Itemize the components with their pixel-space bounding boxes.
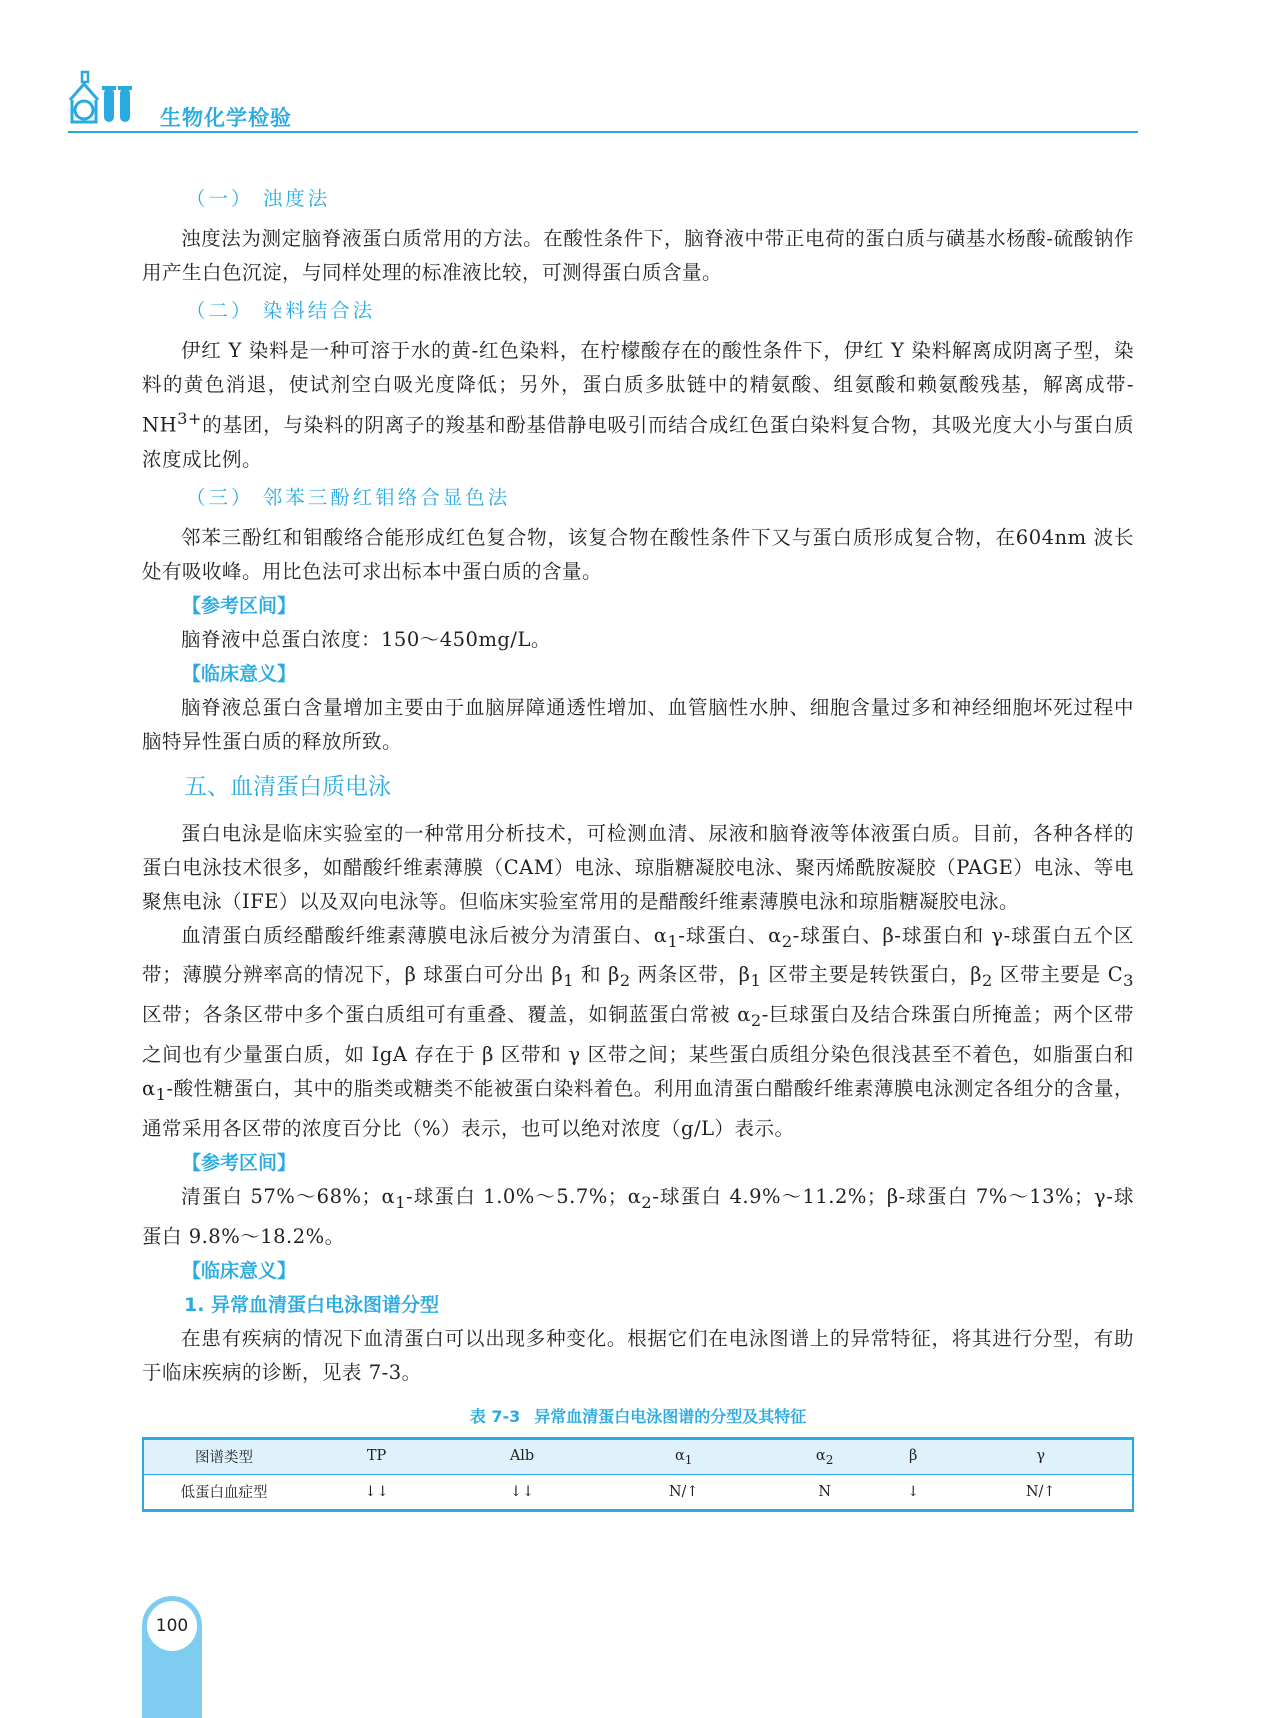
table-header-cell: $\alpha_2$ <box>815 1447 834 1467</box>
table-header-cell: 图谱类型 <box>195 1449 253 1466</box>
page-content <box>142 178 1134 1512</box>
paragraph-dye-binding: 伊红 Y 染料是一种可溶于水的黄-红色染料，在柠檬酸存在的酸性条件下，伊红 Y 染料解离成阴离子型，染料的黄色消退，使试剂空白吸光度降低；另外，蛋白质多肽链中的精氨酸、组氨酸和赖氨酸残基，解离成带$-NH^{3+}$的基团，与染料的阴离子的羧基和酚基借静电吸引而结合成红色蛋白染料复合物，其吸光度大小与蛋白质浓度成比例。 <box>142 339 1134 471</box>
section-heading-pyrogallol: （三） 邻苯三酚红钼络合显色法 <box>186 485 511 509</box>
table-cell: N/↑ <box>1025 1483 1056 1500</box>
table-header-cell: β <box>908 1447 918 1464</box>
table-cell: 低蛋白血症型 <box>180 1485 268 1502</box>
table-header-cell: $\alpha_1$ <box>674 1447 693 1467</box>
clinical-significance-tag-serum: 【临床意义】 <box>182 1259 297 1282</box>
paragraph-pyrogallol: 邻苯三酚红和钼酸络合能形成红色复合物，该复合物在酸性条件下又与蛋白质形成复合物，在604nm 波长处有吸收峰。用比色法可求出标本中蛋白质的含量。 <box>142 525 1134 583</box>
paragraph-csf-reference: 脑脊液中总蛋白浓度：150～450mg/L。 <box>181 627 551 651</box>
paragraph-serum-reference: 清蛋白 57%～68%；$\alpha_1-$球蛋白 1.0%～5.7%；$\alpha_2-$球蛋白 4.9%～11.2%；β-球蛋白 7%～13%；γ-球蛋白 9.8%～18.2%。 <box>142 1185 1134 1248</box>
section-heading-dye-binding: （二） 染料结合法 <box>186 299 376 322</box>
table-cell: ↓ <box>907 1483 920 1500</box>
reference-range-tag: 【参考区间】 <box>182 594 297 617</box>
clinical-significance-tag: 【临床意义】 <box>182 662 297 685</box>
flask-and-test-tubes-icon <box>68 66 148 136</box>
table-title: 异常血清蛋白电泳图谱的分型及其特征 <box>534 1406 807 1426</box>
paragraph-csf-clinical: 脑脊液总蛋白含量增加主要由于血脑屏障通透性增加、血管脑性水肿、细胞含量过多和神经细胞坏死过程中脑特异性蛋白质的释放所致。 <box>142 695 1134 753</box>
table-number: 表 7-3 <box>469 1406 521 1426</box>
table-header-cell: Alb <box>509 1447 535 1464</box>
section-heading-electrophoresis: 五、血清蛋白质电泳 <box>184 773 391 800</box>
table-header-cell: γ <box>1036 1447 1046 1464</box>
paragraph-turbidity: 浊度法为测定脑脊液蛋白质常用的方法。在酸性条件下，脑脊液中带正电荷的蛋白质与磺基水杨酸-硫酸钠作用产生白色沉淀，与同样处理的标准液比较，可测得蛋白质含量。 <box>142 227 1134 284</box>
table-cell: ↓↓ <box>509 1483 535 1500</box>
table-caption <box>142 1404 1134 1427</box>
paragraph-electrophoresis-bands: 血清蛋白质经醋酸纤维素薄膜电泳后被分为清蛋白、$\alpha_1-$球蛋白、$\alpha_2-$球蛋白、β-球蛋白和 γ-球蛋白五个区带；薄膜分辨率高的情况下，β 球蛋白可分出 $\beta_1$ 和 $\beta_2$ 两条区带，$\beta_1$ 区带主要是转铁蛋白，$\beta_2$ 区带主要是 $C_3$ 区带；各条区带中多个蛋白质组可有重叠、覆盖，如铜蓝蛋白常被 $\alpha_2-$巨球蛋白及结合珠蛋白所掩盖；两个区带之间也有少量蛋白质，如 IgA 存在于 β 区带和 γ 区带之间；某些蛋白质组分染色很浅甚至不着色，如脂蛋白和 $\alpha_1-$酸性糖蛋白，其中的脂类或糖类不能被蛋白染料着色。利用血清蛋白醋酸纤维素薄膜电泳测定各组分的含量，通常采用各区带的浓度百分比（%）表示，也可以绝对浓度（g/L）表示。 <box>142 923 1134 1141</box>
section-heading-turbidity: （一） 浊度法 <box>186 187 331 210</box>
page-number-tab <box>142 1596 202 1718</box>
table-row <box>143 1474 1133 1510</box>
page-header <box>0 0 1275 140</box>
table-cell: ↓↓ <box>364 1483 389 1500</box>
reference-range-tag-serum: 【参考区间】 <box>182 1152 297 1175</box>
paragraph-electrophoresis-intro: 蛋白电泳是临床实验室的一种常用分析技术，可检测血清、尿液和脑脊液等体液蛋白质。目前，各种各样的蛋白电泳技术很多，如醋酸纤维素薄膜（CAM）电泳、琼脂糖凝胶电泳、聚丙烯酰胺凝胶（PAGE）电泳、等电聚焦电泳（IFE）以及双向电泳等。但临床实验室常用的是醋酸纤维素薄膜电泳和琼脂糖凝胶电泳。 <box>142 821 1134 913</box>
paragraph-abnormal-patterns: 在患有疾病的情况下血清蛋白可以出现多种变化。根据它们在电泳图谱上的异常特征，将其进行分型，有助于临床疾病的诊断，见表 7-3。 <box>142 1326 1134 1384</box>
electrophoresis-pattern-table <box>142 1437 1134 1512</box>
table-header-cell: TP <box>366 1447 387 1464</box>
page-number: 100 <box>147 1601 197 1651</box>
table-header-row <box>143 1438 1133 1474</box>
table-cell: N/↑ <box>668 1483 699 1500</box>
book-title: 生物化学检验 <box>160 106 292 130</box>
subheading-abnormal-patterns: 1. 异常血清蛋白电泳图谱分型 <box>184 1293 440 1316</box>
header-rule <box>68 131 1138 133</box>
table-cell: N <box>818 1483 831 1500</box>
